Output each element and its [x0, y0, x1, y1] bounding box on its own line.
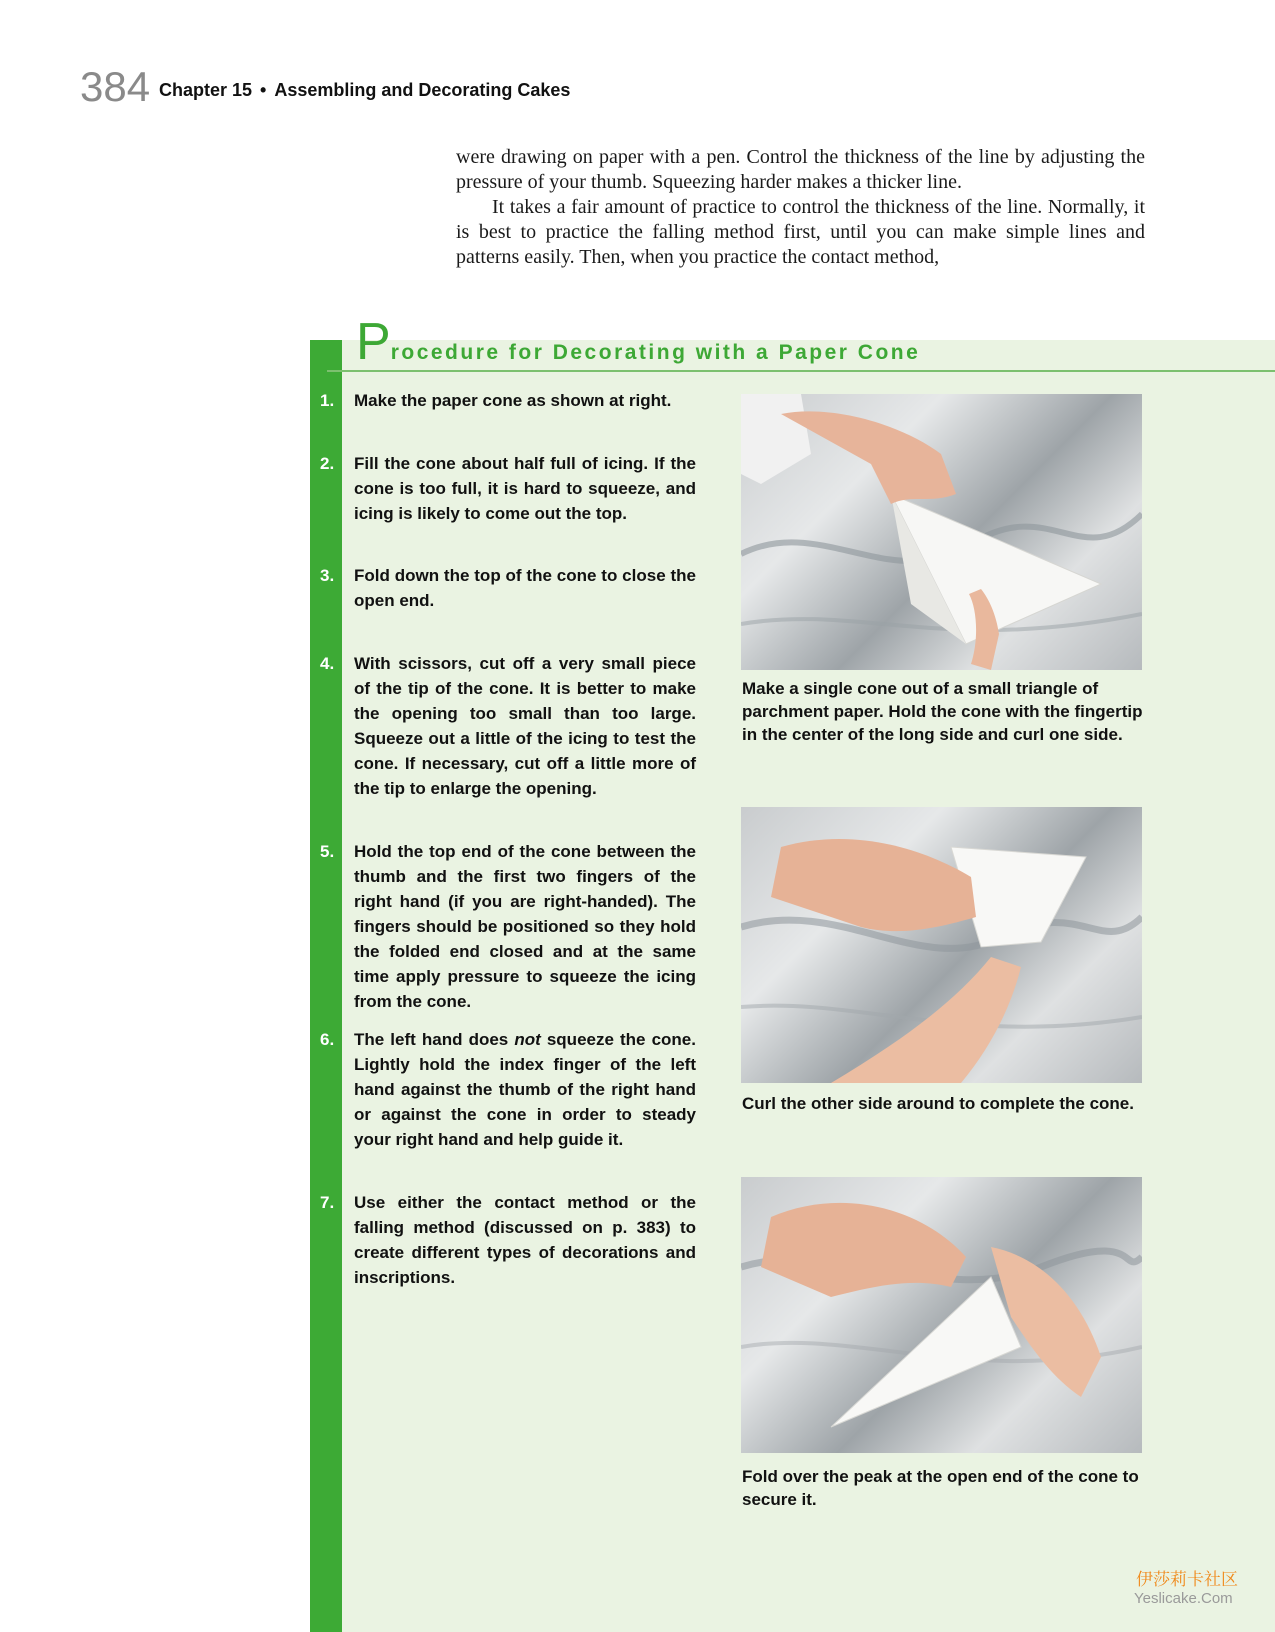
step-text: Hold the top end of the cone between the thumb and the first two fingers of the right hand (if you are right-handed). The fingers should be positioned so they hold the folded end closed and at the same time apply pressure to squeeze the icing from the cone.	[354, 842, 696, 1011]
procedure-title-initial: P	[356, 313, 391, 371]
body-paragraph: were drawing on paper with a pen. Control the thickness of the line by adjusting the pressure of your thumb. Squeezing harder makes a thicker line.	[456, 146, 1145, 193]
page-number: 384	[80, 63, 151, 110]
step-number: 7.	[320, 1193, 335, 1212]
photo-cone-step-2	[741, 807, 1142, 1083]
step-text-emphasis: not	[514, 1030, 541, 1049]
separator-dot: •	[260, 80, 267, 100]
step-text	[354, 1027, 696, 1152]
photo-caption: Make a single cone out of a small triangle of parchment paper. Hold the cone with the fingertip in the center of the long side and curl one side.	[742, 679, 1143, 744]
body-text	[456, 145, 1145, 270]
step-number: 1.	[320, 391, 335, 410]
step-text: With scissors, cut off a very small piece of the tip of the cone. It is better to make the opening too small than too large. Squeeze out a little of the icing to test the cone. If necessary, cut off a little more of the tip to enlarge the opening.	[354, 654, 696, 798]
photo-caption: Curl the other side around to complete the cone.	[742, 1094, 1134, 1113]
step-number: 6.	[320, 1030, 335, 1049]
step-text: Make the paper cone as shown at right.	[354, 391, 672, 410]
chapter-label: Chapter 15	[159, 80, 253, 100]
step-text-part: squeeze the cone. Lightly hold the index finger of the left hand against the thumb of the right hand or against the cone in order to steady your right hand and help guide it.	[354, 1030, 696, 1149]
step-text: Fold down the top of the cone to close the open end.	[354, 566, 696, 610]
step-text: Fill the cone about half full of icing. If the cone is too full, it is hard to squeeze, and icing is likely to come out the top.	[354, 454, 696, 523]
photo-caption: Fold over the peak at the open end of the cone to secure it.	[742, 1467, 1139, 1509]
step-number: 2.	[320, 454, 335, 473]
photo-cone-step-1	[741, 394, 1142, 670]
running-head	[159, 80, 570, 101]
watermark-chinese: 伊莎莉卡社区	[1136, 1570, 1238, 1590]
procedure-title-rule	[327, 370, 1275, 372]
step-number: 3.	[320, 566, 335, 585]
procedure-side-bar	[310, 340, 342, 1632]
watermark-site: Yeslicake.Com	[1134, 1590, 1233, 1607]
step-text: Use either the contact method or the falling method (discussed on p. 383) to create different types of decorations and inscriptions.	[354, 1193, 696, 1287]
procedure-title-text: rocedure for Decorating with a Paper Cone	[390, 341, 921, 364]
step-number: 5.	[320, 842, 335, 861]
photo-cone-step-3	[741, 1177, 1142, 1453]
body-paragraph: It takes a fair amount of practice to control the thickness of the line. Normally, it is best to practice the falling method first, until you can make simple lines and patterns easily. Then, when you practice the contact method,	[456, 196, 1145, 268]
step-number: 4.	[320, 654, 335, 673]
procedure-title	[356, 313, 921, 371]
step-text-part: The left hand does	[354, 1030, 515, 1049]
section-title: Assembling and Decorating Cakes	[274, 80, 571, 100]
